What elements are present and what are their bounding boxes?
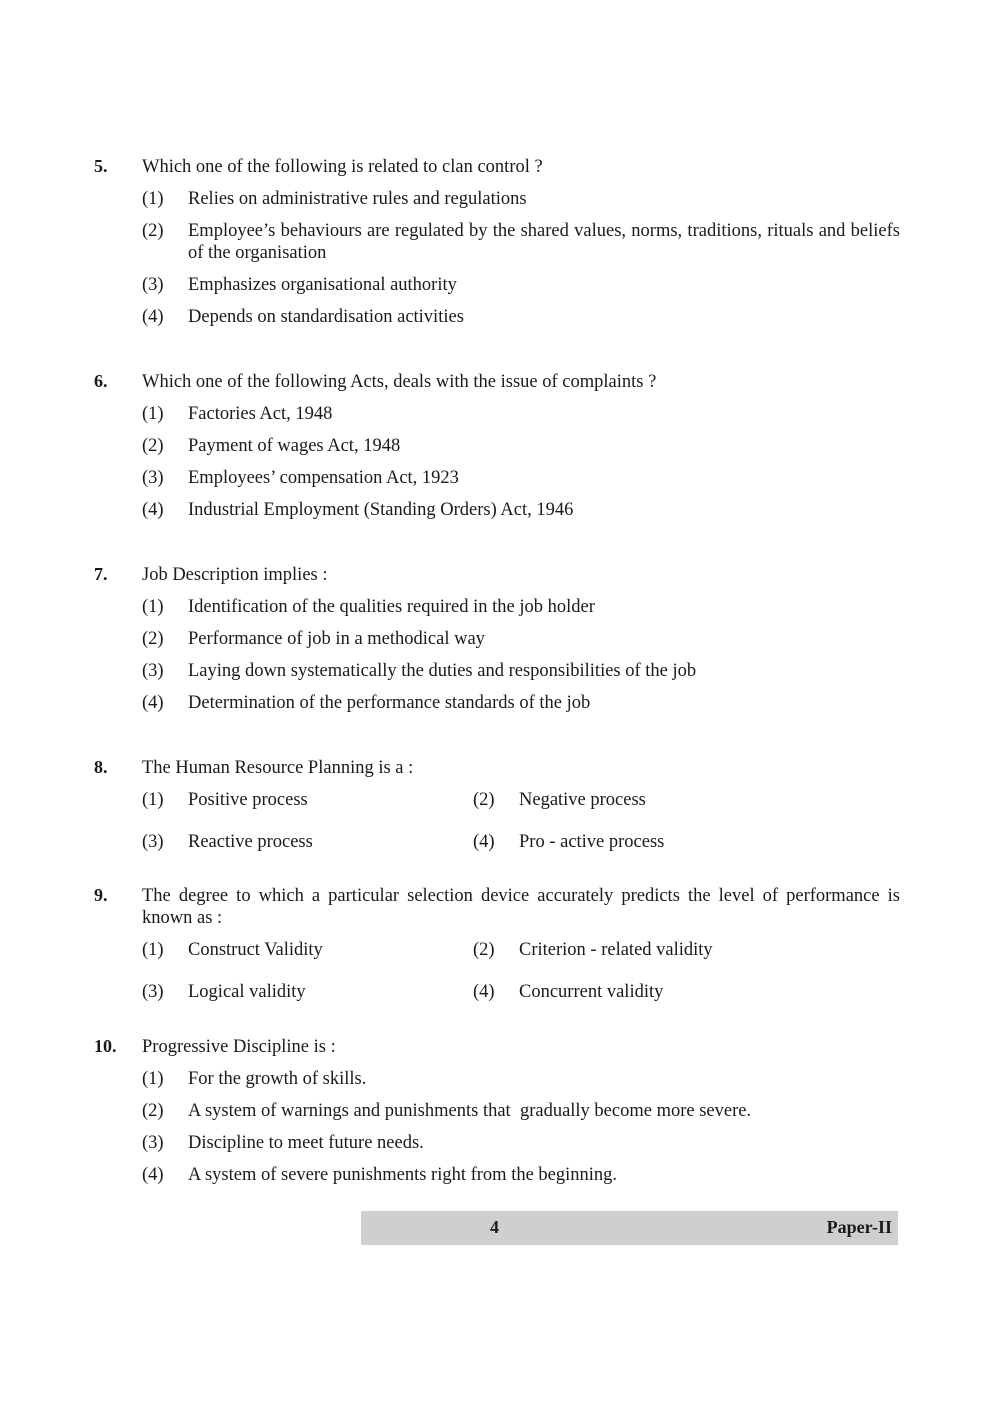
option-text: For the growth of skills. [188, 1069, 367, 1089]
question-number: 7. [94, 564, 108, 584]
option-label: (4) [142, 500, 164, 520]
option-label: (2) [473, 790, 495, 810]
option-1 [142, 596, 900, 618]
option-label: (4) [473, 832, 495, 852]
option-label: (3) [142, 982, 164, 1002]
question-text: Which one of the following Acts, deals with the issue of complaints ? [142, 372, 657, 392]
option-text: Positive process [188, 790, 308, 810]
option-text: Pro - active process [519, 832, 665, 852]
option-4 [142, 499, 900, 521]
option-text: Logical validity [188, 982, 306, 1002]
option-text: Emphasizes organisational authority [188, 275, 457, 295]
option-text: Employees’ compensation Act, 1923 [188, 468, 459, 488]
option-text: Reactive process [188, 832, 313, 852]
question-7 [94, 564, 900, 714]
option-text: Identification of the qualities required in the job holder [188, 597, 595, 617]
option-label: (3) [142, 468, 164, 488]
option-text: Industrial Employment (Standing Orders) Act, 1946 [188, 500, 574, 520]
option-label: (1) [142, 1069, 164, 1089]
option-label: (3) [142, 275, 164, 295]
option-label: (1) [142, 189, 164, 209]
option-label: (2) [473, 940, 495, 960]
question-10 [94, 1036, 900, 1186]
option-label: (2) [142, 1101, 164, 1121]
question-5 [94, 156, 900, 328]
option-label: (1) [142, 597, 164, 617]
option-text: Depends on standardisation activities [188, 307, 464, 327]
option-label: (4) [473, 982, 495, 1002]
option-2 [142, 435, 900, 457]
question-number: 5. [94, 156, 108, 176]
option-label: (2) [142, 436, 164, 456]
question-text: The Human Resource Planning is a : [142, 758, 414, 778]
option-3 [142, 274, 900, 296]
option-4 [142, 692, 900, 714]
question-6 [94, 371, 900, 521]
option-3 [142, 1132, 900, 1154]
option-text: Factories Act, 1948 [188, 404, 333, 424]
option-text: A system of warnings and punishments that gradually become more severe. [188, 1101, 752, 1121]
question-9 [94, 885, 900, 1013]
question-number: 6. [94, 371, 108, 391]
option-label: (1) [142, 404, 164, 424]
option-label: (2) [142, 221, 164, 241]
question-number: 9. [94, 885, 108, 905]
option-2 [142, 628, 900, 650]
option-4 [142, 306, 900, 328]
option-text: Construct Validity [188, 940, 323, 960]
page-number: 4 [490, 1217, 499, 1237]
option-text: Discipline to meet future needs. [188, 1133, 424, 1153]
option-text: Concurrent validity [519, 982, 664, 1002]
question-text: Progressive Discipline is : [142, 1037, 336, 1057]
option-label: (4) [142, 1165, 164, 1185]
option-text: Relies on administrative rules and regulations [188, 189, 527, 209]
option-1 [142, 1068, 900, 1090]
option-text: Employee’s behaviours are regulated by the shared values, norms, traditions, rituals and beliefs of the organisation [188, 221, 900, 263]
option-text: Criterion - related validity [519, 940, 713, 960]
question-text: Which one of the following is related to clan control ? [142, 157, 543, 177]
option-label: (2) [142, 629, 164, 649]
option-4 [142, 1164, 900, 1186]
option-text: Laying down systematically the duties and responsibilities of the job [188, 661, 697, 681]
option-1 [142, 188, 900, 210]
question-text: The degree to which a particular selection device accurately predicts the level of performance is known as : [142, 886, 900, 928]
paper-label: Paper-II [826, 1217, 892, 1237]
option-label: (3) [142, 661, 164, 681]
option-text: Determination of the performance standards of the job [188, 693, 591, 713]
option-2 [142, 1100, 900, 1122]
page-footer [361, 1211, 898, 1245]
option-text: Negative process [519, 790, 646, 810]
option-text: Performance of job in a methodical way [188, 629, 485, 649]
option-label: (3) [142, 832, 164, 852]
option-3 [142, 467, 900, 489]
option-label: (1) [142, 790, 164, 810]
question-number: 10. [94, 1036, 117, 1056]
option-3 [142, 660, 900, 682]
option-label: (4) [142, 693, 164, 713]
option-text: Payment of wages Act, 1948 [188, 436, 401, 456]
option-label: (4) [142, 307, 164, 327]
question-number: 8. [94, 757, 108, 777]
question-text: Job Description implies : [142, 565, 328, 585]
option-label: (3) [142, 1133, 164, 1153]
option-text: A system of severe punishments right from the beginning. [188, 1165, 618, 1185]
option-1 [142, 403, 900, 425]
option-2 [142, 220, 900, 264]
option-label: (1) [142, 940, 164, 960]
question-8 [94, 757, 900, 863]
